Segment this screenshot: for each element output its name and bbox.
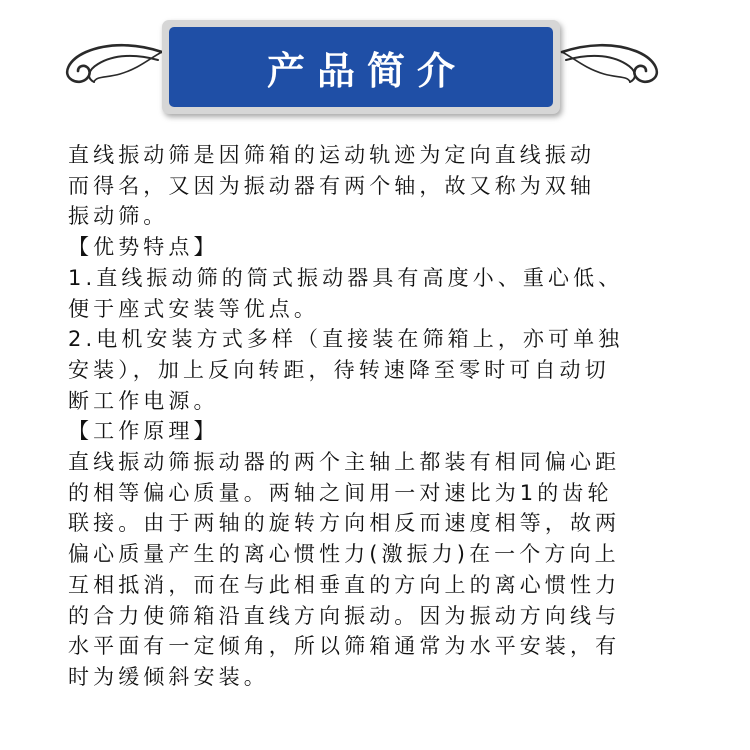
principle-paragraph: 直线振动筛振动器的两个主轴上都装有相同偏心距 的相等偏心质量。两轴之间用一对速比为1的齿轮 联接。由于两轴的旋转方向相反而速度相等，故两 偏心质量产生的离心惯性力(激振力)在一个方向上 互相抵消，而在与此相垂直的方向上的离心惯性力 的合力使筛箱沿直线方向振动。因为振动方向线与 水平面有一定倾角，所以筛箱通常为水平安装，有 时为缓倾斜安装。 <box>68 450 621 689</box>
advantage-item-1: 1.直线振动筛的筒式振动器具有高度小、重心低、 便于座式安装等优点。 <box>68 265 624 321</box>
scroll-ornament-left-icon <box>58 38 168 90</box>
advantages-heading: 【优势特点】 <box>68 235 219 260</box>
advantage-item-2: 2.电机安装方式多样（直接装在筛箱上，亦可单独 安装），加上反向转距，待转速降至零时可自动切 断工作电源。 <box>68 327 624 413</box>
description-text <box>68 140 708 693</box>
title-banner-inner <box>169 27 553 107</box>
page-title: 产品简介 <box>266 48 467 93</box>
title-banner <box>162 20 560 114</box>
scroll-ornament-right-icon <box>556 38 666 90</box>
principle-heading: 【工作原理】 <box>68 419 219 444</box>
intro-paragraph: 直线振动筛是因筛箱的运动轨迹为定向直线振动 而得名，又因为振动器有两个轴，故又称为双轴 振动筛。 <box>68 143 596 229</box>
